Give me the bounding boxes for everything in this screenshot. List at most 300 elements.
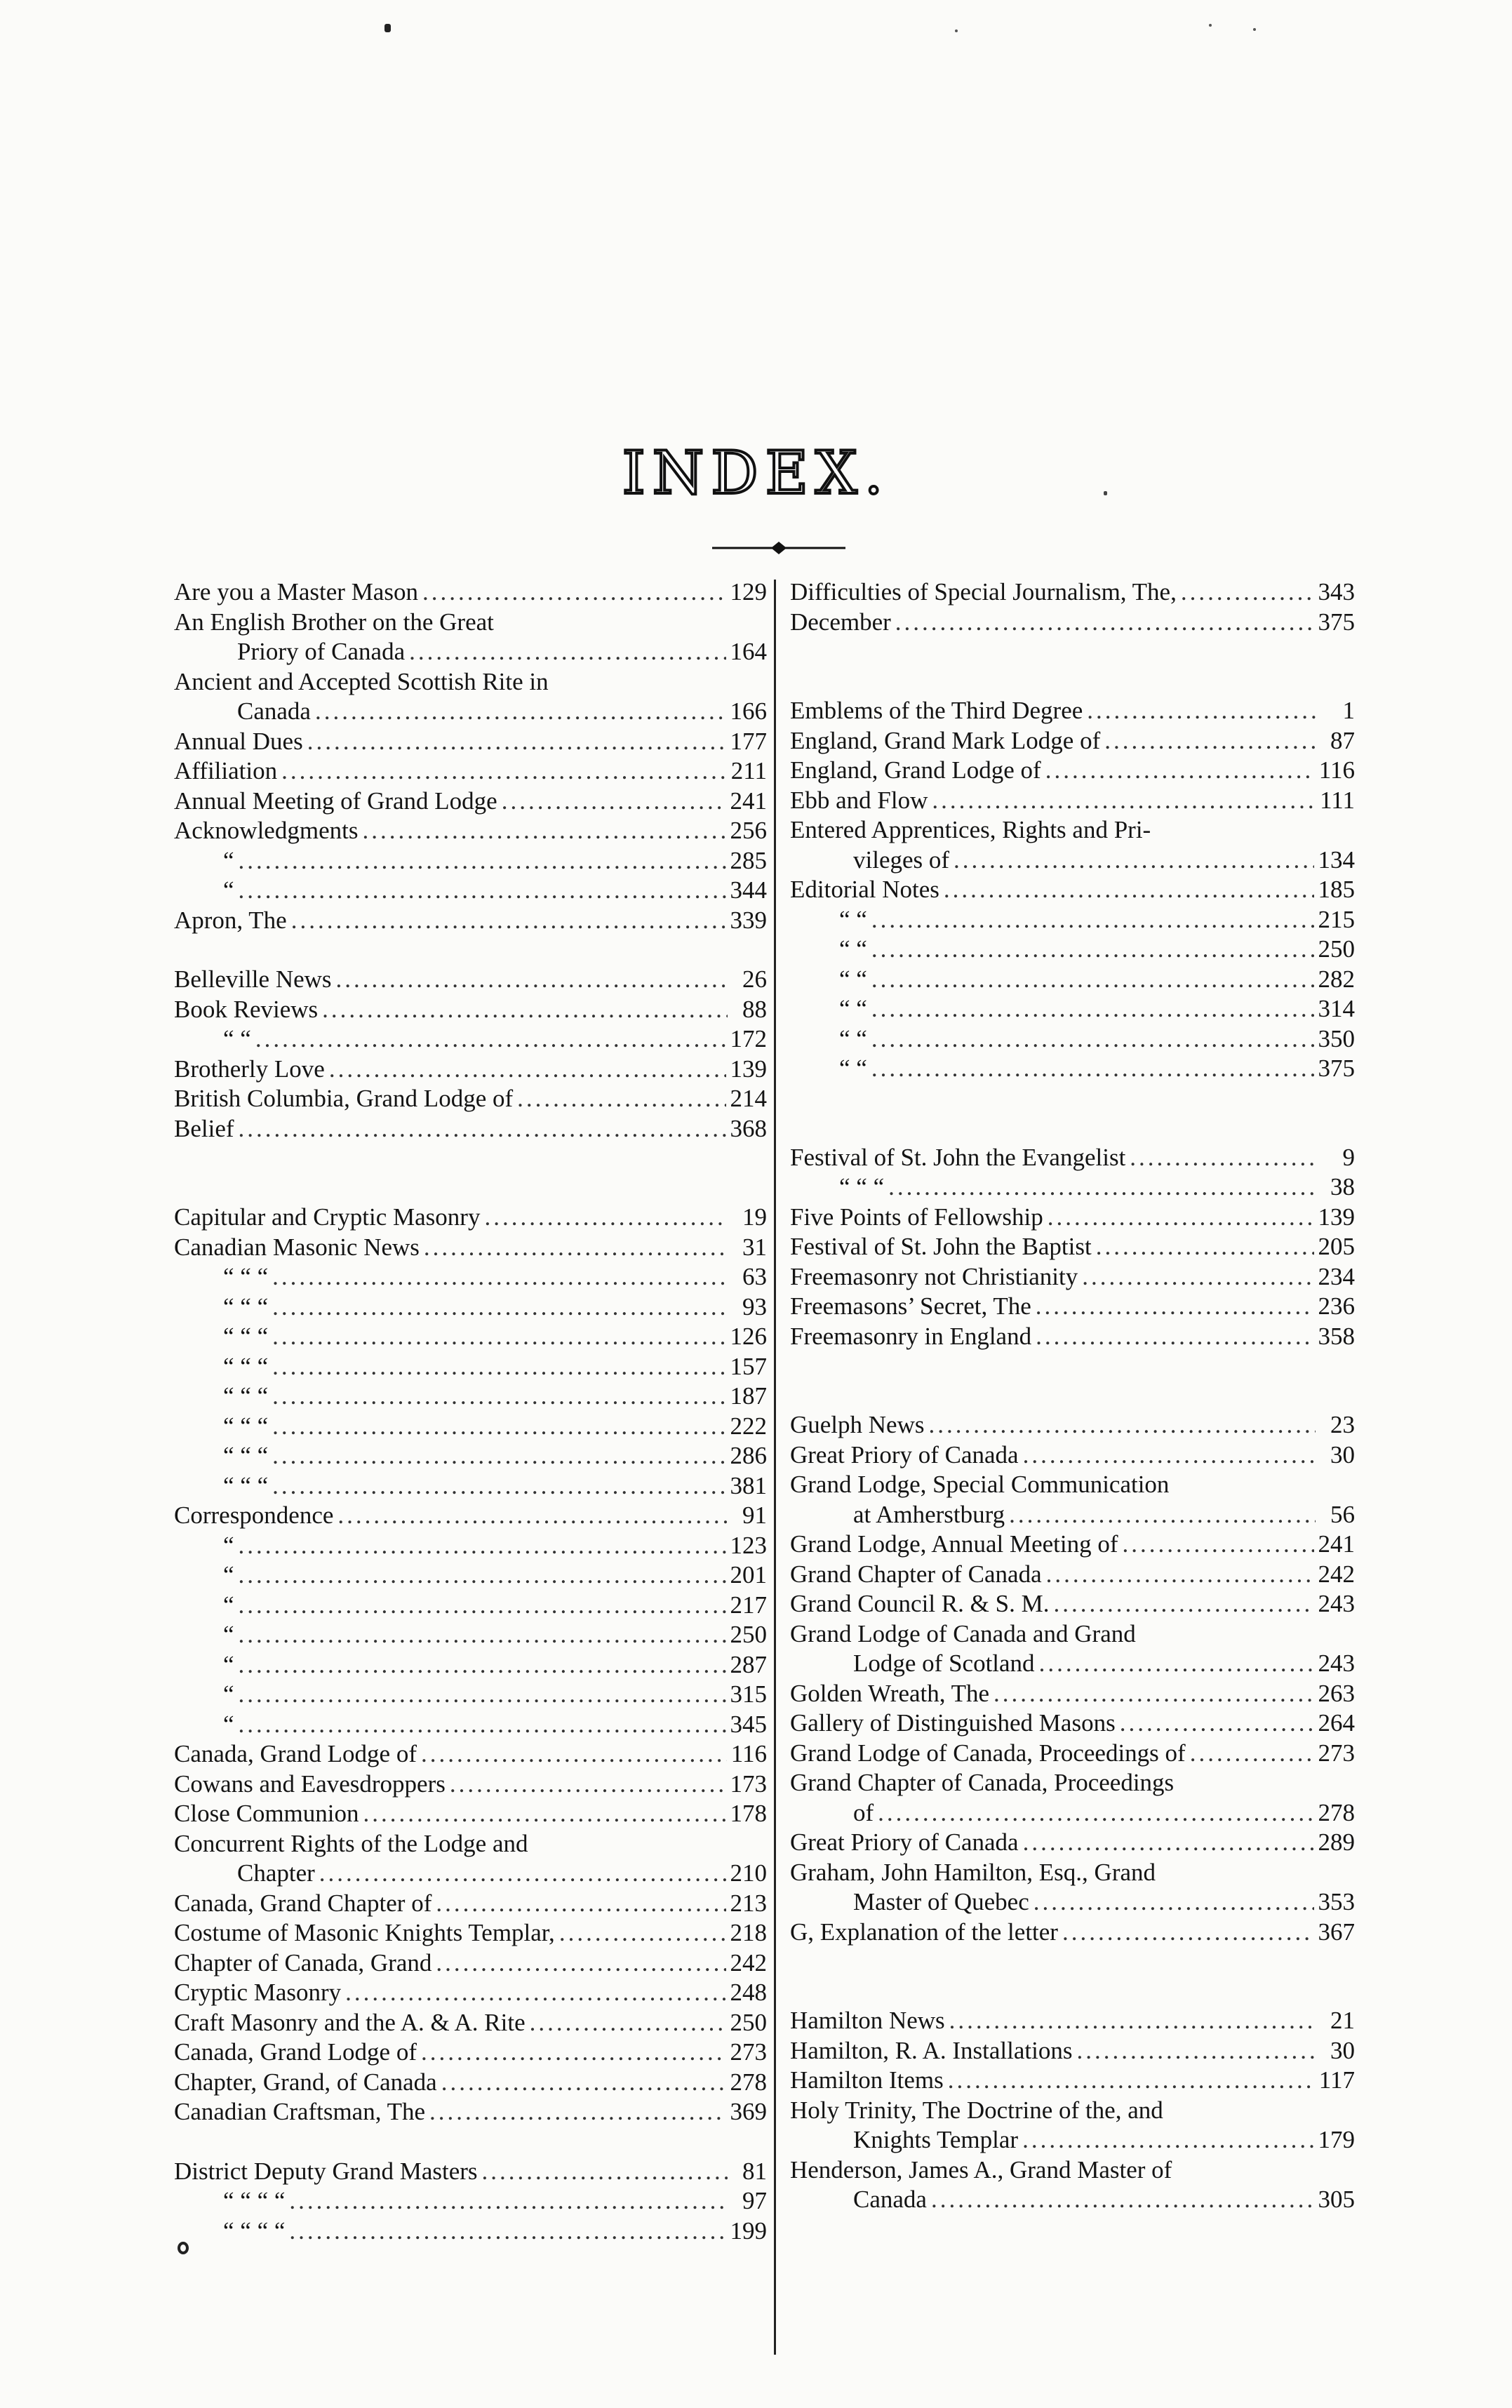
entry-page-number: 368 xyxy=(730,1114,767,1142)
ditto-mark: “ “ “ “ xyxy=(223,2216,286,2245)
entry-page-number: 381 xyxy=(730,1471,767,1499)
leader-dots xyxy=(421,1739,727,1770)
entry-line xyxy=(174,1203,767,1233)
leader-dots xyxy=(291,906,726,936)
leader-dots xyxy=(239,876,726,906)
index-gap xyxy=(790,637,1355,667)
leader-dots xyxy=(363,1799,726,1829)
entry-page-number: 88 xyxy=(742,995,767,1023)
entry-line xyxy=(790,696,1355,726)
entry-text: Chapter, Grand, of Canada xyxy=(174,2068,437,2096)
entry-line xyxy=(790,608,1355,638)
entry-text: Canada, Grand Lodge of xyxy=(174,1740,417,1767)
entry-text: Cowans and Eavesdroppers xyxy=(174,1770,446,1798)
entry-continuation: Canada xyxy=(237,697,311,725)
entry-line xyxy=(790,1887,1355,1918)
index-entry xyxy=(174,1441,767,1471)
entry-line xyxy=(174,756,767,787)
index-entry xyxy=(174,1948,767,1979)
entry-line xyxy=(174,2157,767,2187)
index-entry xyxy=(174,1471,767,1501)
entry-line xyxy=(174,608,767,638)
entry-text: December xyxy=(790,608,891,636)
index-entry xyxy=(790,2155,1355,2215)
entry-page-number: 243 xyxy=(1318,1590,1355,1617)
leader-dots xyxy=(239,1710,726,1740)
entry-text: Great Priory of Canada xyxy=(790,1828,1019,1856)
entry-page-number: 123 xyxy=(730,1531,767,1559)
entry-line xyxy=(790,994,1355,1024)
ditto-mark: “ xyxy=(223,1710,234,1738)
entry-text: Festival of St. John the Baptist xyxy=(790,1233,1092,1260)
index-entry xyxy=(790,786,1355,816)
entry-text: Grand Chapter of Canada, Proceedings xyxy=(790,1769,1175,1796)
entry-continuation: Priory of Canada xyxy=(237,638,406,665)
entry-line xyxy=(174,1591,767,1621)
entry-line xyxy=(790,1589,1355,1619)
entry-page-number: 177 xyxy=(730,727,767,755)
entry-text: Henderson, James A., Grand Master of xyxy=(790,2155,1172,2183)
index-gap xyxy=(790,1947,1355,1976)
entry-text: Hamilton, R. A. Installations xyxy=(790,2036,1073,2064)
index-entry xyxy=(790,2066,1355,2096)
entry-line xyxy=(174,727,767,757)
index-entry xyxy=(790,1530,1355,1560)
entry-line xyxy=(790,1143,1355,1173)
entry-page-number: 166 xyxy=(730,697,767,725)
leader-dots xyxy=(239,1531,726,1561)
entry-line xyxy=(790,2066,1355,2096)
entry-page-number: 282 xyxy=(1318,965,1355,993)
ditto-mark: “ xyxy=(223,1621,234,1648)
entry-line xyxy=(174,816,767,846)
leader-dots xyxy=(482,2157,728,2187)
entry-page-number: 187 xyxy=(730,1382,767,1410)
ditto-mark: “ xyxy=(223,1561,234,1588)
entry-page-number: 63 xyxy=(742,1263,767,1290)
entry-text: Annual Meeting of Grand Lodge xyxy=(174,787,497,815)
ditto-mark: “ “ xyxy=(839,965,867,993)
entry-line xyxy=(174,1560,767,1591)
leader-dots xyxy=(436,1948,725,1979)
entry-page-number: 241 xyxy=(730,787,767,815)
leader-dots xyxy=(1096,1232,1314,1262)
title-ornament xyxy=(712,540,845,556)
index-gap xyxy=(174,935,767,965)
ditto-mark: “ “ xyxy=(839,905,867,933)
entry-line xyxy=(790,815,1355,845)
index-entry xyxy=(174,2097,767,2127)
entry-line xyxy=(174,1352,767,1382)
index-entry xyxy=(790,1679,1355,1709)
entry-page-number: 264 xyxy=(1318,1709,1355,1737)
entry-line xyxy=(790,1322,1355,1352)
index-entry xyxy=(790,1203,1355,1233)
entry-page-number: 250 xyxy=(730,2008,767,2036)
entry-text: Golden Wreath, The xyxy=(790,1679,990,1707)
leader-dots xyxy=(1036,1292,1314,1322)
entry-line xyxy=(790,965,1355,995)
entry-text: Canada, Grand Lodge of xyxy=(174,2038,417,2066)
index-entry xyxy=(174,1560,767,1591)
index-entry xyxy=(174,1918,767,1948)
ditto-mark: “ “ “ xyxy=(223,1442,269,1469)
ditto-mark: “ xyxy=(223,1591,234,1619)
index-entry xyxy=(790,1292,1355,1322)
entry-page-number: 214 xyxy=(730,1085,767,1112)
entry-line xyxy=(790,1918,1355,1948)
index-entry xyxy=(174,1382,767,1412)
leader-dots xyxy=(871,1054,1314,1084)
entry-text: Hamilton News xyxy=(790,2007,945,2034)
index-entry xyxy=(790,1619,1355,1679)
leader-dots xyxy=(239,1650,726,1680)
entry-page-number: 242 xyxy=(730,1948,767,1976)
leader-dots xyxy=(1076,2036,1316,2066)
leader-dots xyxy=(944,875,1314,905)
entry-page-number: 81 xyxy=(742,2157,767,2185)
index-entry xyxy=(790,2036,1355,2066)
leader-dots xyxy=(239,1591,726,1621)
entry-text: Gallery of Distinguished Masons xyxy=(790,1709,1116,1737)
entry-page-number: 157 xyxy=(730,1352,767,1380)
entry-text: Annual Dues xyxy=(174,727,303,755)
entry-page-number: 173 xyxy=(730,1770,767,1798)
leader-dots xyxy=(281,756,727,787)
entry-line xyxy=(174,1412,767,1442)
entry-line xyxy=(174,1322,767,1352)
index-entry xyxy=(790,1858,1355,1918)
index-gap xyxy=(790,1113,1355,1143)
entry-line xyxy=(790,1708,1355,1739)
leader-dots xyxy=(315,697,726,727)
entry-page-number: 256 xyxy=(730,817,767,844)
index-entry xyxy=(790,875,1355,905)
entry-continuation: Master of Quebec xyxy=(853,1888,1029,1915)
entry-text: District Deputy Grand Masters xyxy=(174,2157,478,2185)
entry-line xyxy=(174,1918,767,1948)
entry-text: G, Explanation of the letter xyxy=(790,1918,1058,1946)
entry-line xyxy=(174,965,767,995)
index-entry xyxy=(174,608,767,667)
leader-dots xyxy=(239,846,726,876)
entry-text: Festival of St. John the Evangelist xyxy=(790,1143,1126,1171)
leader-dots xyxy=(441,2068,726,2098)
entry-page-number: 23 xyxy=(1330,1411,1355,1438)
entry-page-number: 358 xyxy=(1318,1322,1355,1350)
entry-page-number: 353 xyxy=(1318,1888,1355,1915)
entry-line xyxy=(790,577,1355,608)
ditto-mark: “ “ “ xyxy=(839,1173,885,1200)
entry-page-number: 263 xyxy=(1318,1679,1355,1707)
entry-page-number: 315 xyxy=(730,1680,767,1708)
entry-line xyxy=(790,1292,1355,1322)
entry-page-number: 213 xyxy=(730,1889,767,1917)
entry-line xyxy=(174,1889,767,1919)
entry-page-number: 241 xyxy=(1318,1530,1355,1558)
leader-dots xyxy=(239,1620,726,1650)
index-gap xyxy=(790,1084,1355,1113)
entry-continuation: Chapter xyxy=(237,1859,315,1887)
entry-page-number: 117 xyxy=(1318,2066,1355,2094)
entry-page-number: 285 xyxy=(730,846,767,874)
index-entry xyxy=(790,1589,1355,1619)
entry-page-number: 250 xyxy=(1318,935,1355,963)
index-entry xyxy=(790,1560,1355,1590)
entry-page-number: 314 xyxy=(1318,995,1355,1022)
index-entry xyxy=(174,1829,767,1889)
entry-page-number: 199 xyxy=(730,2216,767,2245)
entry-line xyxy=(790,2036,1355,2066)
entry-page-number: 201 xyxy=(730,1561,767,1588)
entry-line xyxy=(790,2125,1355,2155)
entry-text: Grand Lodge, Annual Meeting of xyxy=(790,1530,1118,1558)
entry-page-number: 116 xyxy=(730,1740,767,1767)
index-entry xyxy=(790,726,1355,756)
leader-dots xyxy=(272,1322,725,1352)
index-entry xyxy=(790,1739,1355,1769)
ditto-mark: “ xyxy=(223,1680,234,1708)
entry-text: Belleville News xyxy=(174,965,332,993)
index-gap xyxy=(174,2127,767,2157)
entry-page-number: 172 xyxy=(730,1025,767,1052)
index-entry xyxy=(174,846,767,876)
entry-page-number: 375 xyxy=(1318,608,1355,636)
entry-line xyxy=(174,697,767,727)
entry-line xyxy=(790,786,1355,816)
entry-page-number: 139 xyxy=(1318,1203,1355,1231)
index-entry xyxy=(174,876,767,906)
entry-line xyxy=(174,667,767,697)
index-gap xyxy=(790,1351,1355,1381)
entry-text: Grand Lodge, Special Communication xyxy=(790,1471,1170,1498)
entry-text: Belief xyxy=(174,1114,234,1142)
entry-continuation: Knights Templar xyxy=(853,2126,1019,2153)
index-entry xyxy=(790,994,1355,1024)
entry-line xyxy=(790,875,1355,905)
ink-speck xyxy=(1209,24,1212,27)
entry-line xyxy=(174,1680,767,1710)
entry-line xyxy=(174,2008,767,2038)
entry-text: England, Grand Mark Lodge of xyxy=(790,726,1101,754)
entry-page-number: 9 xyxy=(1342,1143,1355,1171)
entry-page-number: 350 xyxy=(1318,1024,1355,1052)
entry-page-number: 205 xyxy=(1318,1233,1355,1260)
entry-text: Ancient and Accepted Scottish Rite in xyxy=(174,667,549,695)
leader-dots xyxy=(1009,1500,1316,1530)
ink-speck xyxy=(1253,28,1256,31)
index-entry xyxy=(174,1799,767,1829)
leader-dots xyxy=(422,577,726,608)
entry-continuation: at Amherstburg xyxy=(853,1500,1005,1528)
entry-page-number: 139 xyxy=(730,1055,767,1083)
index-entry xyxy=(790,815,1355,875)
ditto-mark: “ “ xyxy=(839,995,867,1022)
index-entry xyxy=(174,667,767,727)
leader-dots xyxy=(450,1770,726,1800)
entry-page-number: 222 xyxy=(730,1412,767,1440)
entry-line xyxy=(174,1114,767,1144)
entry-page-number: 218 xyxy=(730,1919,767,1946)
ditto-mark: “ “ xyxy=(839,1024,867,1052)
leader-dots xyxy=(871,935,1314,965)
entry-line xyxy=(790,1828,1355,1858)
entry-line xyxy=(174,1531,767,1561)
leader-dots xyxy=(502,787,726,817)
leader-dots xyxy=(1087,696,1316,726)
entry-line xyxy=(790,1739,1355,1769)
entry-text: Freemasonry not Christianity xyxy=(790,1262,1078,1290)
ditto-mark: “ “ “ xyxy=(223,1471,269,1499)
entry-page-number: 210 xyxy=(730,1859,767,1887)
leader-dots xyxy=(322,995,728,1025)
entry-line xyxy=(174,1770,767,1800)
leader-dots xyxy=(530,2008,726,2038)
index-entry xyxy=(174,1978,767,2008)
entry-text: Hamilton Items xyxy=(790,2066,944,2094)
leader-dots xyxy=(272,1292,728,1323)
entry-text: England, Grand Lodge of xyxy=(790,756,1041,784)
entry-text: Editorial Notes xyxy=(790,876,939,903)
entry-line xyxy=(790,2185,1355,2215)
entry-continuation: Lodge of Scotland xyxy=(853,1650,1035,1677)
entry-line xyxy=(174,1948,767,1979)
index-entry xyxy=(174,2216,767,2247)
index-entry xyxy=(174,1203,767,1233)
entry-line xyxy=(790,2155,1355,2186)
entry-text: Five Points of Fellowship xyxy=(790,1203,1043,1231)
entry-text: Guelph News xyxy=(790,1411,925,1438)
index-entry xyxy=(174,1650,767,1680)
ditto-mark: “ “ xyxy=(839,935,867,963)
entry-text: Grand Chapter of Canada xyxy=(790,1560,1042,1588)
index-entry xyxy=(790,1918,1355,1948)
entry-page-number: 345 xyxy=(730,1710,767,1738)
leader-dots xyxy=(289,2216,725,2247)
entry-page-number: 215 xyxy=(1318,905,1355,933)
entry-page-number: 116 xyxy=(1318,756,1355,784)
entry-line xyxy=(790,1172,1355,1203)
index-entry xyxy=(174,1084,767,1114)
entry-continuation: vileges of xyxy=(853,845,950,874)
leader-dots xyxy=(1033,1887,1314,1918)
leader-dots xyxy=(307,727,726,757)
leader-dots xyxy=(272,1412,725,1442)
leader-dots xyxy=(362,816,725,846)
index-entry xyxy=(174,2008,767,2038)
entry-line xyxy=(174,2038,767,2068)
leader-dots xyxy=(272,1262,728,1292)
entry-line xyxy=(174,1233,767,1263)
index-entry xyxy=(790,1440,1355,1471)
entry-line xyxy=(174,1710,767,1740)
index-entry xyxy=(790,756,1355,786)
entry-line xyxy=(790,1470,1355,1500)
entry-text: Freemasonry in England xyxy=(790,1322,1032,1350)
index-gap xyxy=(174,1144,767,1173)
entry-line xyxy=(790,1679,1355,1709)
entry-line xyxy=(174,995,767,1025)
leader-dots xyxy=(559,1918,726,1948)
index-entry xyxy=(174,2038,767,2068)
entry-line xyxy=(174,1739,767,1770)
entry-page-number: 273 xyxy=(1318,1739,1355,1767)
entry-page-number: 248 xyxy=(730,1979,767,2006)
ditto-mark: “ “ “ xyxy=(223,1352,269,1380)
entry-text: Cryptic Masonry xyxy=(174,1979,342,2006)
entry-line xyxy=(790,756,1355,786)
entry-line xyxy=(174,1799,767,1829)
index-entry xyxy=(174,1680,767,1710)
leader-dots xyxy=(1053,1589,1313,1619)
leader-dots xyxy=(319,1859,726,1889)
leader-dots xyxy=(1036,1322,1313,1352)
entry-text: British Columbia, Grand Lodge of xyxy=(174,1085,514,1112)
leader-dots xyxy=(1039,1649,1314,1679)
leader-dots xyxy=(1023,1440,1316,1471)
leader-dots xyxy=(1062,1918,1314,1948)
entry-line xyxy=(790,905,1355,935)
entry-text: Apron, The xyxy=(174,906,287,934)
entry-text: Canadian Masonic News xyxy=(174,1233,420,1261)
entry-page-number: 126 xyxy=(730,1323,767,1350)
entry-page-number: 178 xyxy=(730,1800,767,1827)
ditto-mark: “ xyxy=(223,846,234,874)
entry-page-number: 305 xyxy=(1318,2186,1355,2213)
entry-page-number: 134 xyxy=(1318,845,1355,874)
leader-dots xyxy=(1023,1828,1314,1858)
index-entry xyxy=(174,2186,767,2216)
column-divider xyxy=(774,580,776,2355)
entry-continuation: Canada xyxy=(853,2186,927,2213)
leader-dots xyxy=(871,905,1314,935)
entry-text: Correspondence xyxy=(174,1501,334,1529)
index-gap xyxy=(174,1173,767,1203)
entry-page-number: 242 xyxy=(1318,1560,1355,1588)
index-entry xyxy=(790,577,1355,608)
entry-page-number: 236 xyxy=(1318,1292,1355,1320)
leader-dots xyxy=(1046,1560,1314,1590)
leader-dots xyxy=(337,1501,728,1531)
entry-text: Grand Lodge of Canada, Proceedings of xyxy=(790,1739,1186,1767)
entry-text: Canada, Grand Chapter of xyxy=(174,1889,432,1917)
ditto-mark: “ “ xyxy=(839,1055,867,1082)
entry-line xyxy=(790,1024,1355,1055)
leader-dots xyxy=(239,1560,726,1591)
entry-page-number: 278 xyxy=(1318,1798,1355,1826)
leader-dots xyxy=(484,1203,728,1233)
leader-dots xyxy=(931,2185,1314,2215)
index-entry xyxy=(174,1531,767,1561)
entry-line xyxy=(174,1382,767,1412)
ink-speck xyxy=(955,29,958,32)
index-entry xyxy=(790,965,1355,995)
leader-dots xyxy=(871,965,1314,995)
leader-dots xyxy=(239,1680,726,1710)
entry-text: An English Brother on the Great xyxy=(174,608,494,636)
leader-dots xyxy=(932,786,1316,816)
entry-line xyxy=(174,1650,767,1680)
entry-page-number: 30 xyxy=(1330,2036,1355,2064)
index-entry xyxy=(174,1739,767,1770)
entry-page-number: 1 xyxy=(1342,697,1355,724)
entry-line xyxy=(174,2068,767,2098)
entry-line xyxy=(790,1500,1355,1530)
index-entry xyxy=(790,1024,1355,1055)
entry-line xyxy=(790,1262,1355,1292)
ditto-mark: “ “ “ xyxy=(223,1412,269,1440)
index-entry xyxy=(174,1412,767,1442)
